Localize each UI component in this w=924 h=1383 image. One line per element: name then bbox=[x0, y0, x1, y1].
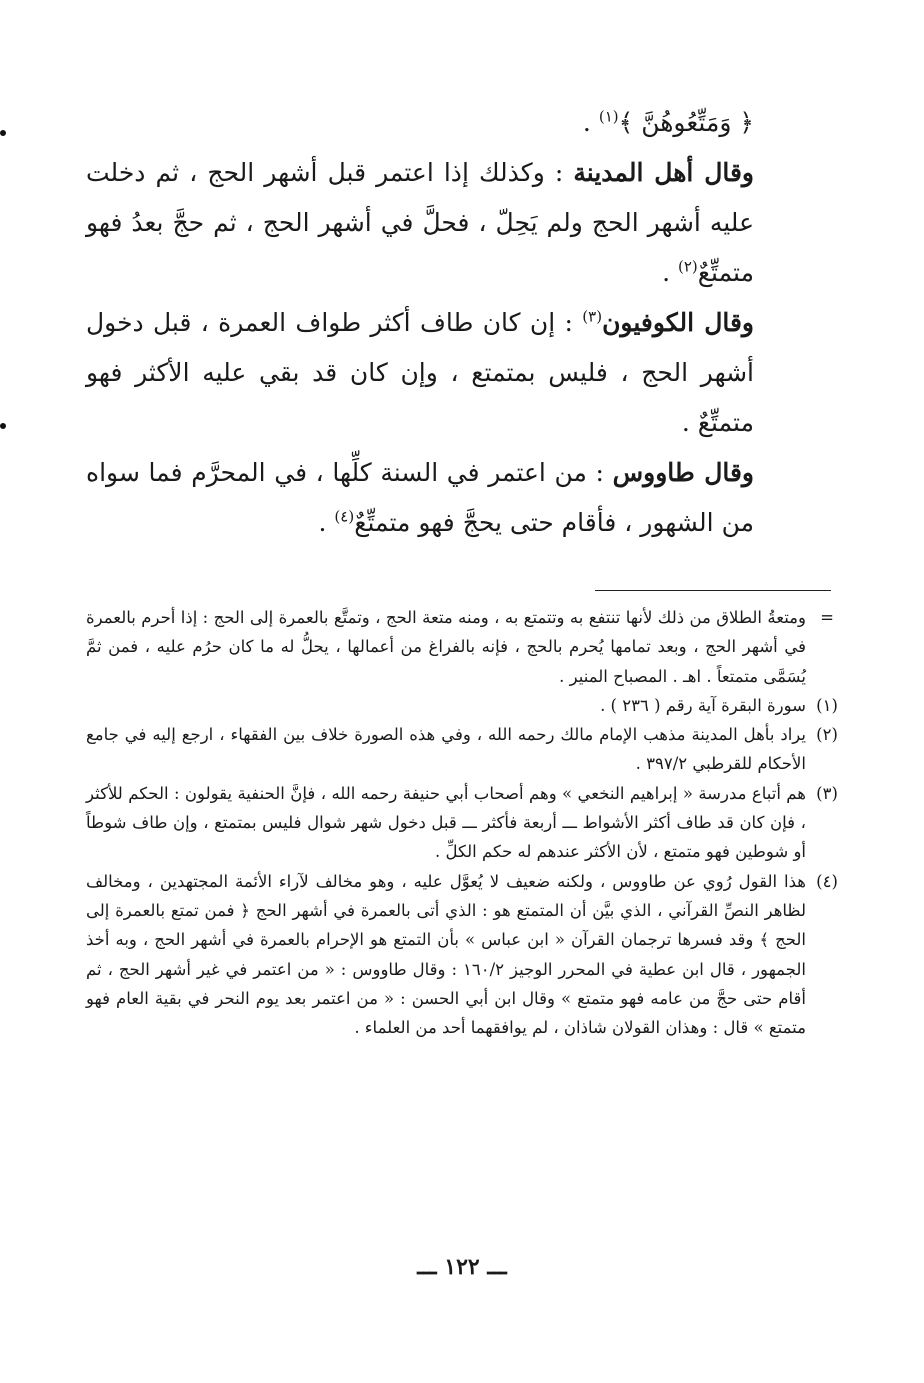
margin-mark bbox=[0, 130, 6, 136]
footnote-text: سورة البقرة آية رقم ( ٢٣٦ ) . bbox=[600, 695, 806, 715]
page-number: ـــ ١٢٢ ـــ bbox=[417, 1254, 507, 1280]
paragraph-ahl-al-madina bbox=[86, 148, 754, 298]
footnote-4 bbox=[86, 867, 844, 1043]
footnote-ref: (١) bbox=[598, 107, 619, 126]
paragraph-text: : من اعتمر في السنة كلِّها ، في المحرَّم فما سواه من الشهور ، فأقام حتى يحجَّ فهو متمتِّعٌ bbox=[86, 458, 754, 537]
footnote-marker: = bbox=[820, 608, 834, 627]
paragraph-text: : إن كان طاف أكثر طواف العمرة ، قبل دخول أشهر الحج ، فليس بمتمتع ، وإن كان قد بقي عليه الأكثر فهو متمتِّعٌ . bbox=[86, 308, 754, 437]
footnote-ref: (٤) bbox=[334, 507, 355, 526]
quran-verse: ﴿ وَمَتِّعُوهُنَّ ﴾ bbox=[618, 108, 754, 137]
footnote-text: ومتعةُ الطلاق من ذلك لأنها تنتفع به وتتمتع به ، ومنه متعة الحج ، وتمتَّع بالعمرة إلى الحج : إذا أحرم بالعمرة في أشهر الحج ، وبعد تمامها يُحرم بالحج ، فإنه بالفراغ من أعمالها ، يحلُّ له ما كان حرُم عليه ، فمن ثمَّ يُسَمَّى متمتعاً . اهـ . المصباح المنير . bbox=[86, 608, 806, 686]
separator-line bbox=[595, 590, 831, 591]
paragraph-kufiyyun bbox=[86, 298, 754, 448]
speaker-heading: وقال طاووس bbox=[612, 458, 754, 487]
footnote-ref: (٢) bbox=[677, 257, 698, 276]
footnote-continuation bbox=[86, 603, 844, 691]
footnote-text: هم أتباع مدرسة « إبراهيم النخعي » وهم أصحاب أبي حنيفة رحمه الله ، فإنَّ الحنفية يقولون : الحكم للأكثر ، فإن كان قد طاف أكثر الأشواط ـــ أربعة فأكثر ـــ قبل دخول شهر شوال فليس بمتمتع ، وإن طاف شوطاً أو شوطين فهو متمتع ، لأن الأكثر عندهم له حكم الكلِّ . bbox=[86, 783, 806, 862]
footnote-marker: (٣) bbox=[816, 783, 838, 803]
footnote-3 bbox=[86, 779, 844, 867]
paragraph-text: : وكذلك إذا اعتمر قبل أشهر الحج ، ثم دخلت عليه أشهر الحج ولم يَحِلّ ، فحلَّ في أشهر الحج ، ثم حجَّ بعدُ فهو متمتِّعٌ bbox=[86, 158, 755, 287]
punctuation: . bbox=[318, 508, 335, 537]
speaker-heading: وقال أهل المدينة bbox=[573, 158, 755, 187]
main-text bbox=[86, 98, 754, 548]
footnote-ref: (٣) bbox=[582, 307, 603, 326]
footnote-marker: (١) bbox=[816, 695, 838, 715]
footnote-text: هذا القول رُوي عن طاووس ، ولكنه ضعيف لا يُعوَّل عليه ، وهو مخالف لآراء الأئمة المجتهدين ، ومخالف لظاهر النصِّ القرآني ، الذي بيَّن أن المتمتع هو : الذي أتى بالعمرة في أشهر الحج ﴿ فمن تمتع بالعمرة إلى الحج ﴾ وقد فسرها ترجمان القرآن « ابن عباس » بأن التمتع هو الإحرام بالعمرة في أشهر الحج ، وبه أخذ الجمهور ، قال ابن عطية في المحرر الوجيز ١٦٠/٢ : وقال طاووس : « من اعتمر في غير أشهر الحج ، ثم أقام حتى حجَّ من عامه فهو متمتع » وقال ابن أبي الحسن : « من اعتمر بعد يوم النحر في بقية العام فهو متمتع » قال : وهذان القولان شاذان ، لم يوافقهما أحد من العلماء . bbox=[86, 871, 806, 1038]
footnote-marker: (٤) bbox=[816, 871, 838, 891]
footnote-separator bbox=[91, 590, 831, 591]
footnotes bbox=[86, 603, 844, 1042]
footnote-marker: (٢) bbox=[816, 725, 838, 745]
footnote-1 bbox=[86, 691, 844, 720]
quran-verse-line bbox=[86, 98, 754, 148]
footnote-2 bbox=[86, 720, 844, 779]
punctuation: . bbox=[662, 258, 678, 287]
margin-mark bbox=[0, 423, 6, 429]
speaker-heading: وقال الكوفيون bbox=[602, 308, 755, 337]
footnote-text: يراد بأهل المدينة مذهب الإمام مالك رحمه الله ، وفي هذه الصورة خلاف بين الفقهاء ، ارجع إليه في جامع الأحكام للقرطبي ٣٩٧/٢ . bbox=[86, 725, 806, 774]
paragraph-tawus bbox=[86, 448, 754, 548]
punctuation: . bbox=[582, 108, 599, 137]
